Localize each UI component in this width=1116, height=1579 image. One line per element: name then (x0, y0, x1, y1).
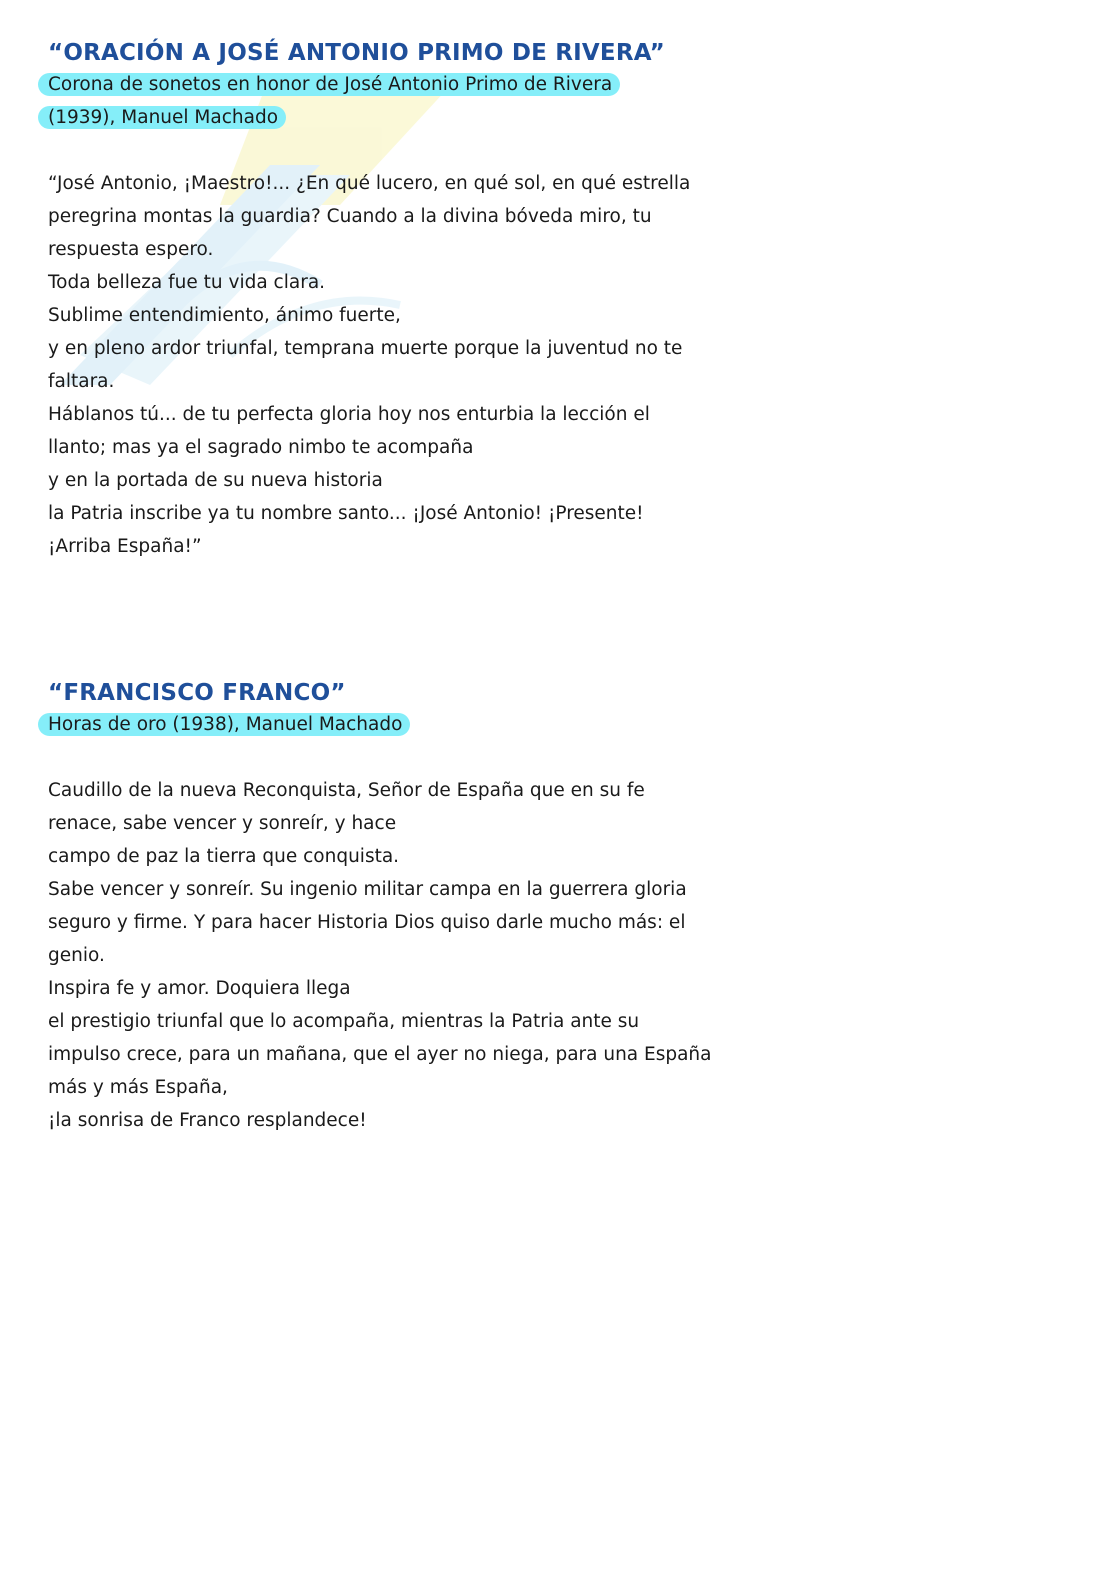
section-title: “FRANCISCO FRANCO” (48, 680, 346, 706)
poem-line: respuesta espero. (48, 239, 214, 260)
poem-line: ¡Arriba España!” (48, 536, 202, 557)
source-line: (1939), Manuel Machado (38, 106, 286, 129)
poem-line: Sabe vencer y sonreír. Su ingenio militar campa en la guerrera gloria (48, 879, 687, 900)
poem-line: renace, sabe vencer y sonreír, y hace (48, 813, 397, 834)
poem-line: genio. (48, 945, 105, 966)
poem-line: la Patria inscribe ya tu nombre santo... ¡José Antonio! ¡Presente! (48, 503, 644, 524)
poem-line: y en la portada de su nueva historia (48, 470, 383, 491)
poem-line: Inspira fe y amor. Doquiera llega (48, 978, 351, 999)
poem-line: Háblanos tú... de tu perfecta gloria hoy nos enturbia la lección el (48, 404, 650, 425)
poem-line: campo de paz la tierra que conquista. (48, 846, 400, 867)
poem-line: “José Antonio, ¡Maestro!... ¿En qué lucero, en qué sol, en qué estrella (48, 173, 691, 194)
section-title: “ORACIÓN A JOSÉ ANTONIO PRIMO DE RIVERA” (48, 40, 665, 66)
poem-line: el prestigio triunfal que lo acompaña, mientras la Patria ante su (48, 1011, 640, 1032)
source-line: Horas de oro (1938), Manuel Machado (38, 713, 410, 736)
poem-section-2 (48, 678, 712, 1137)
source-citation (48, 708, 608, 741)
source-line: Corona de sonetos en honor de José Antonio Primo de Rivera (38, 73, 620, 96)
poem-line: llanto; mas ya el sagrado nimbo te acompaña (48, 437, 474, 458)
poem-line: ¡la sonrisa de Franco resplandece! (48, 1110, 367, 1131)
poem-line: faltara. (48, 371, 115, 392)
poem-line: impulso crece, para un mañana, que el ayer no niega, para una España (48, 1044, 712, 1065)
source-citation (48, 68, 613, 134)
poem-section-1 (48, 38, 691, 563)
poem-line: peregrina montas la guardia? Cuando a la divina bóveda miro, tu (48, 206, 652, 227)
poem-line: más y más España, (48, 1077, 228, 1098)
poem-line: Sublime entendimiento, ánimo fuerte, (48, 305, 401, 326)
poem-body (48, 167, 691, 563)
poem-line: Toda belleza fue tu vida clara. (48, 272, 326, 293)
poem-line: y en pleno ardor triunfal, temprana muerte porque la juventud no te (48, 338, 683, 359)
poem-line: seguro y firme. Y para hacer Historia Dios quiso darle mucho más: el (48, 912, 686, 933)
poem-body (48, 774, 712, 1137)
poem-line: Caudillo de la nueva Reconquista, Señor de España que en su fe (48, 780, 645, 801)
